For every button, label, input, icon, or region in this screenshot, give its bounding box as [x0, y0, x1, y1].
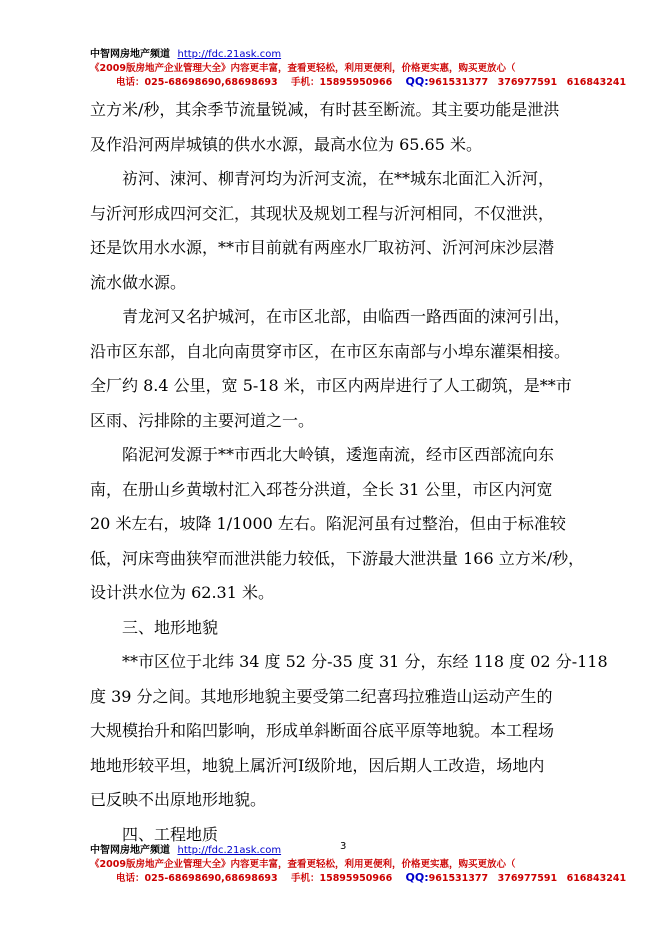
text-line: 立方米/秒，其余季节流量锐减，有时甚至断流。其主要功能是泄洪: [90, 100, 560, 119]
text-line: 及作沿河两岸城镇的供水水源，最高水位为 65.65 米。: [90, 134, 482, 154]
header-url-link[interactable]: http://fdc.21ask.com: [177, 49, 282, 60]
header-mobile: 手机：15895950966: [290, 77, 393, 88]
text-line: 地地形较平坦，地貌上属沂河Ⅰ级阶地，因后期人工改造，场地内: [90, 755, 545, 775]
text-line: 区雨、污排除的主要河道之一。: [90, 410, 315, 430]
footer-qq-label: QQ:: [405, 871, 429, 884]
text-line: 祊河、涑河、柳青河均为沂河支流，在**城东北面汇入沂河，: [122, 169, 555, 188]
text-line: 低，河床弯曲狭窄而泄洪能力较低，下游最大泄洪量 166 立方米/秒，: [90, 548, 585, 568]
header-qq-numbers: 961531377 376977591 616843241: [428, 77, 627, 88]
text-line: 四、工程地质: [122, 824, 219, 844]
header-qq-label: QQ:: [405, 75, 429, 88]
footer-mobile: 手机：15895950966: [290, 873, 393, 884]
header-phone: 电话：025-68698690,68698693: [116, 77, 278, 88]
footer-url-link[interactable]: http://fdc.21ask.com: [177, 845, 282, 856]
document-body: [90, 93, 610, 852]
text-line: 与沂河形成四河交汇，其现状及规划工程与沂河相同，不仅泄洪，: [90, 203, 555, 223]
text-line: 大规模抬升和陷凹影响，形成单斜断面谷底平原等地貌。本工程场: [90, 721, 555, 740]
text-line: 全厂约 8.4 公里，宽 5-18 米，市区内两岸进行了人工砌筑，是**市: [90, 376, 572, 395]
footer-phone: 电话：025-68698690,68698693: [116, 873, 278, 884]
text-line: 设计洪水位为 62.31 米。: [90, 583, 274, 602]
text-line: **市区位于北纬 34 度 52 分-35 度 31 分，东经 118 度 02 分-118: [122, 652, 608, 671]
text-line: 还是饮用水水源，**市目前就有两座水厂取祊河、沂河河床沙层潜: [90, 238, 555, 257]
footer-site-name: 中智网房地产频道: [90, 845, 170, 856]
text-line: 20 米左右，坡降 1/1000 左右。陷泥河虽有过整治，但由于标准较: [90, 514, 566, 533]
text-line: 青龙河又名护城河，在市区北部，由临西一路西面的涑河引出，: [122, 307, 571, 326]
footer-qq-numbers: 961531377 376977591 616843241: [428, 873, 627, 884]
footer-slogan: 《2009版房地产企业管理大全》内容更丰富，查看更轻松，利用更便利，价格更实惠，购买更放心（: [90, 859, 516, 870]
header-site-name: 中智网房地产频道: [90, 49, 170, 60]
text-line: 流水做水源。: [90, 272, 187, 292]
text-line: 已反映不出原地形地貌。: [90, 790, 267, 809]
text-line: 沿市区东部，自北向南贯穿市区，在市区东南部与小埠东灌渠相接。: [90, 341, 571, 361]
page-number: 3: [340, 841, 347, 852]
text-line: 度 39 分之间。其地形地貌主要受第二纪喜玛拉雅造山运动产生的: [90, 686, 553, 706]
text-line: 三、地形地貌: [122, 617, 219, 637]
text-line: 南，在册山乡黄墩村汇入邳苍分洪道，全长 31 公里，市区内河宽: [90, 479, 553, 499]
text-line: 陷泥河发源于**市西北大岭镇，逶迤南流，经市区西部流向东: [122, 445, 555, 464]
header-slogan: 《2009版房地产企业管理大全》内容更丰富，查看更轻松，利用更便利，价格更实惠，购买更放心（: [90, 63, 516, 74]
page-header: [90, 45, 646, 88]
page-footer: [90, 841, 646, 884]
